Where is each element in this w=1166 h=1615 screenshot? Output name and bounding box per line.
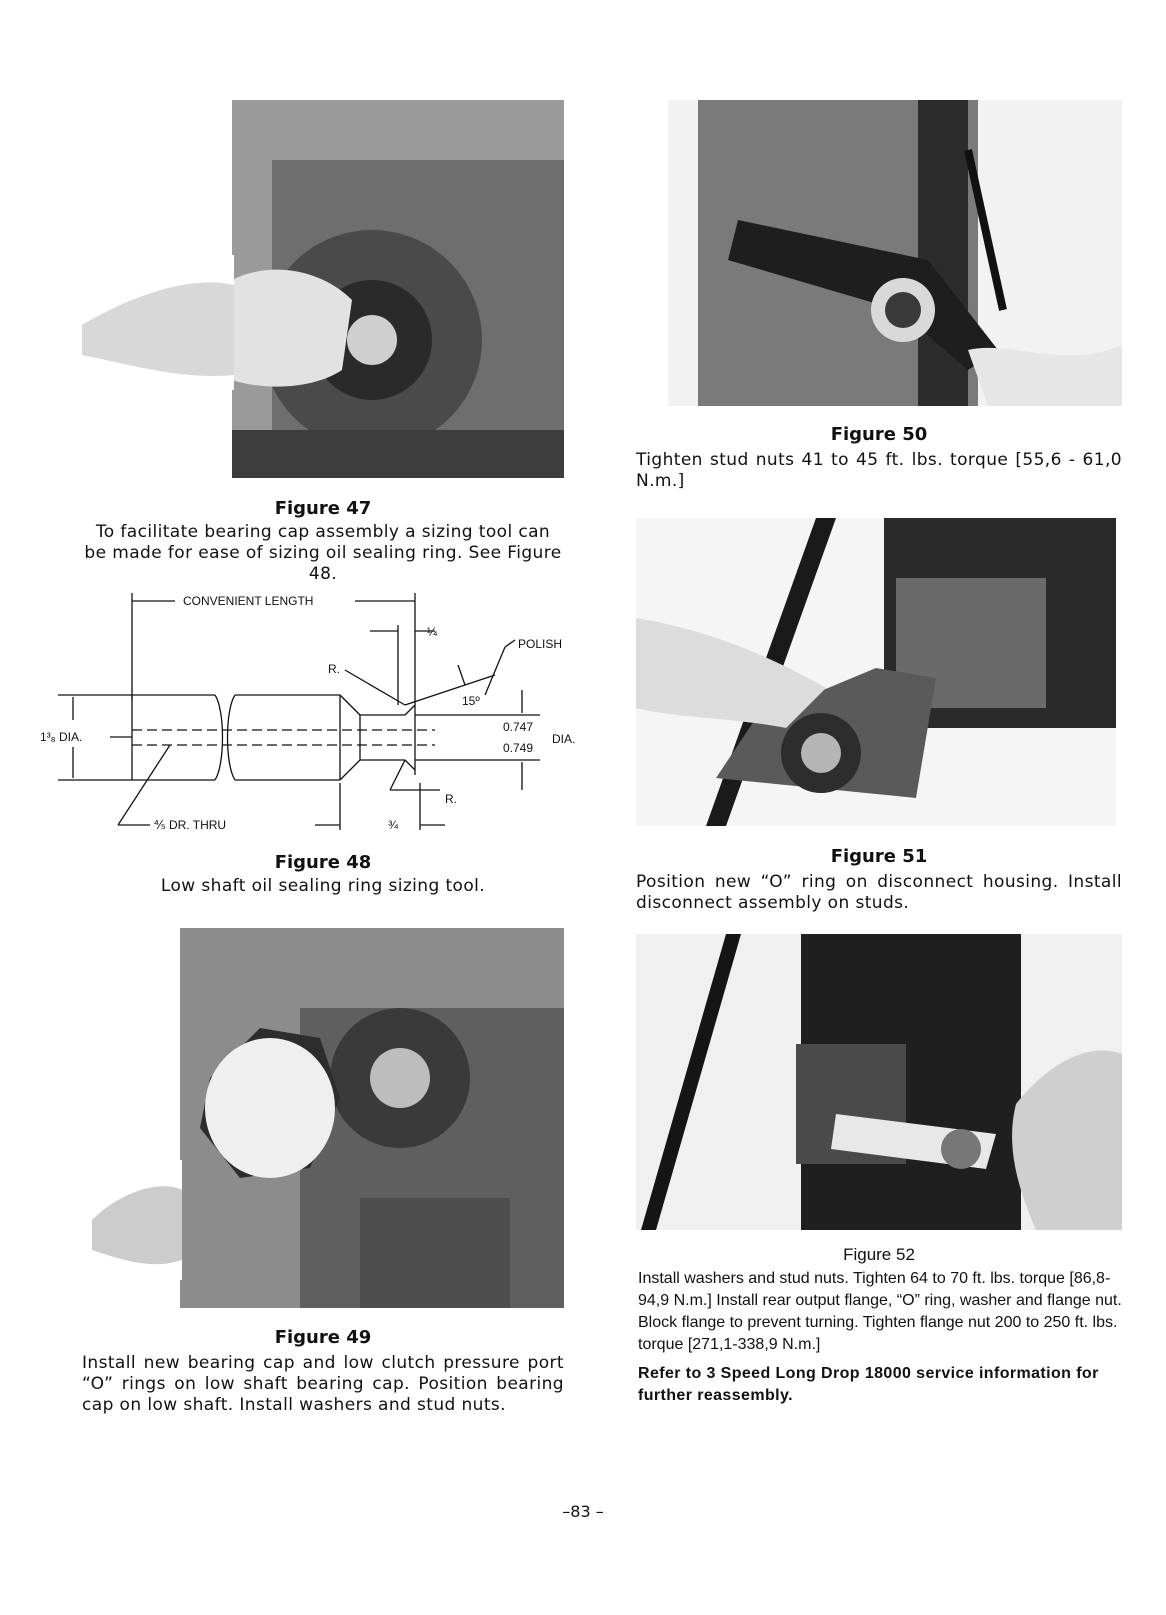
drawing-convenient-length: CONVENIENT LENGTH <box>183 594 314 608</box>
figure-51-photo <box>636 518 1116 826</box>
figure-47-caption: To facilitate bearing cap assembly a sizing tool can be made for ease of sizing oil sealing ring. See Figure 48. <box>84 522 562 584</box>
drawing-drill: ⅘ DR. THRU <box>154 818 227 832</box>
drawing-quarter: ¼ <box>427 625 438 639</box>
figure-50-caption: Tighten stud nuts 41 to 45 ft. lbs. torque [55,6 - 61,0 N.m.] <box>636 450 1122 491</box>
drawing-dim-lower: 0.749 <box>503 741 534 755</box>
drawing-dia-right: DIA. <box>552 732 576 746</box>
drawing-polish: POLISH <box>518 637 563 651</box>
figure-49-title: Figure 49 <box>274 1327 372 1348</box>
figure-50-photo <box>668 100 1122 406</box>
drawing-dim-upper: 0.747 <box>503 720 534 734</box>
figure-51-caption: Position new “O” ring on disconnect housing. Install disconnect assembly on studs. <box>636 872 1122 913</box>
drawing-angle: 15º <box>462 694 480 708</box>
figure-52-caption: Install washers and stud nuts. Tighten 64 to 70 ft. lbs. torque [86,8-94,9 N.m.] Install rear output flange, “O” ring, washer and flange nut. Block flange to prevent turning. Tighten flange nut 200 to 250 ft. lbs. torque [271,1-338,9 N.m.] <box>638 1270 1122 1353</box>
figure-52-photo <box>636 934 1122 1230</box>
figure-48-caption: Low shaft oil sealing ring sizing tool. <box>160 876 486 896</box>
reassembly-note: Refer to 3 Speed Long Drop 18000 service information for further reassembly. <box>638 1365 1099 1404</box>
figure-47-photo-hand <box>82 255 234 390</box>
drawing-dia-left: 1³₈ DIA. <box>40 730 83 744</box>
figure-50-title: Figure 50 <box>830 424 928 445</box>
figure-49-photo-hand <box>82 1160 182 1280</box>
figure-48-drawing <box>40 585 600 840</box>
figure-49-photo <box>180 928 564 1308</box>
drawing-radius-bottom: R. <box>445 792 457 806</box>
page-number: –83 – <box>562 1502 604 1521</box>
figure-47-title: Figure 47 <box>274 498 372 519</box>
figure-52-title: Figure 52 <box>843 1245 915 1264</box>
figure-48-title: Figure 48 <box>274 852 372 873</box>
figure-51-title: Figure 51 <box>830 846 928 867</box>
drawing-radius-top: R. <box>328 662 340 676</box>
figure-49-caption: Install new bearing cap and low clutch pressure port “O” rings on low shaft bearing cap. Position bearing cap on low shaft. Install washers and stud nuts. <box>82 1353 564 1415</box>
figure-47-photo <box>232 100 564 478</box>
drawing-three-quarter: ¾ <box>388 818 399 832</box>
